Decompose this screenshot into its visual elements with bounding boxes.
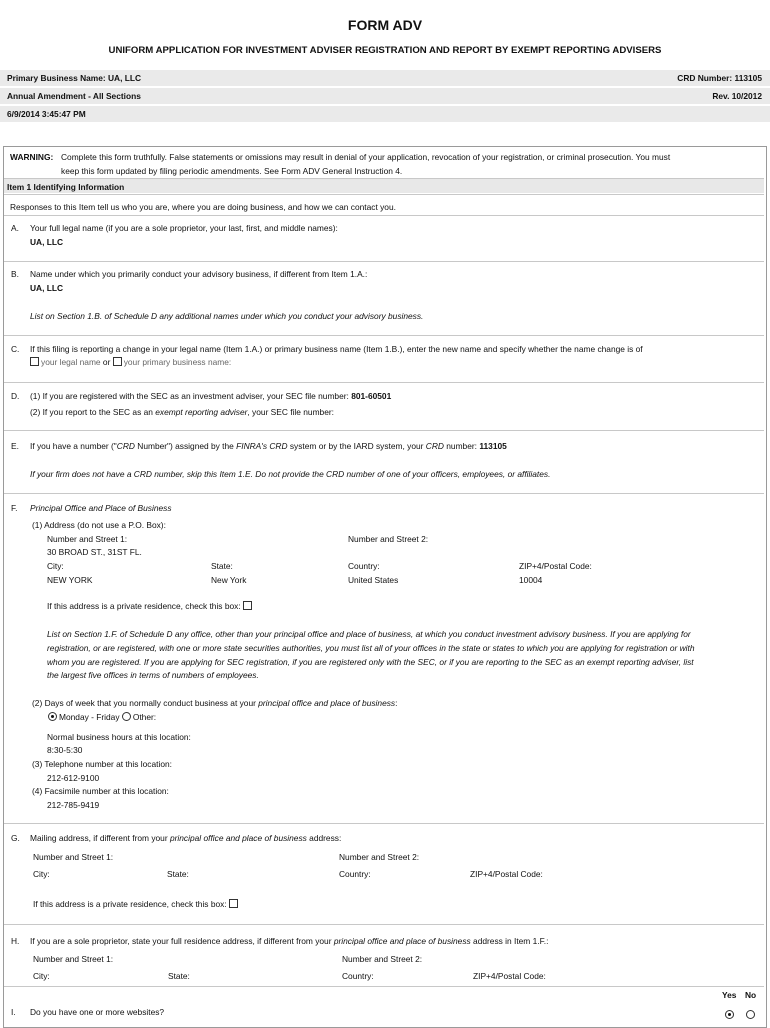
g-state-label: State:	[167, 869, 189, 879]
websites-no-radio-wrap	[746, 1010, 757, 1020]
g-street1-label: Number and Street 1:	[33, 852, 114, 862]
sec-file-number: 801-60501	[351, 391, 392, 401]
f-street2-label: Number and Street 2:	[348, 534, 429, 544]
f-private-residence-label: If this address is a private residence, check this box:	[47, 601, 241, 611]
item-i-letter: I.	[11, 1007, 16, 1017]
item-c-options	[30, 357, 231, 367]
item-h-letter: H.	[11, 936, 20, 946]
business-name-change-label: your primary business name:	[123, 357, 232, 367]
exempt-question-c: , your SEC file number:	[247, 407, 334, 417]
g-text-c: address:	[309, 833, 342, 843]
item-d-letter: D.	[11, 391, 20, 401]
legal-name-value: UA, LLC	[30, 237, 64, 247]
monday-friday-radio[interactable]	[48, 712, 57, 721]
h-state-label: State:	[168, 971, 190, 981]
f-note-line4: the largest five offices in terms of numbers of employees.	[47, 670, 259, 680]
legal-name-change-label: your legal name	[41, 357, 101, 367]
h-text-b: principal office and place of business	[333, 936, 471, 946]
f-note-line3: whom you are registered. If you are applying for SEC registration, if you are registered only with the SEC, or if you are reporting to the SEC as an exempt reporting adviser, list	[47, 657, 694, 667]
item-a-letter: A.	[11, 223, 19, 233]
h-text-a: If you are a sole proprietor, state your full residence address, if different from your	[30, 936, 332, 946]
item-d-line1	[30, 391, 391, 401]
item-e-note: If your firm does not have a CRD number, skip this Item 1.E. Do not provide the CRD number of one of your officers, employees, or affiliates.	[30, 469, 551, 479]
g-zip-label: ZIP+4/Postal Code:	[470, 869, 543, 879]
f-country-value: United States	[348, 575, 399, 585]
h-street2-label: Number and Street 2:	[342, 954, 423, 964]
websites-no-radio[interactable]	[746, 1010, 755, 1019]
e-text-4: FINRA's CRD	[236, 441, 288, 451]
item-d-line2	[30, 407, 334, 417]
days-text-c: :	[395, 698, 398, 708]
e-text-1: If you have a number ("	[30, 441, 117, 451]
divider	[4, 335, 764, 336]
warning-label: WARNING:	[10, 152, 54, 162]
address-label: (1) Address (do not use a P.O. Box):	[32, 520, 166, 530]
g-private-residence	[33, 899, 240, 909]
yes-header: Yes	[722, 990, 737, 1000]
f-state-value: New York	[211, 575, 247, 585]
header-band-1	[0, 70, 770, 86]
divider	[4, 823, 764, 824]
f-private-residence-checkbox[interactable]	[243, 601, 252, 610]
h-street1-label: Number and Street 1:	[33, 954, 114, 964]
f-street1-value: 30 BROAD ST., 31ST FL.	[47, 547, 142, 557]
divider	[4, 430, 764, 431]
divider	[4, 924, 764, 925]
crd-number: CRD Number: 113105	[677, 73, 762, 83]
item-b-question: Name under which you primarily conduct your advisory business, if different from Item 1.A.:	[30, 269, 368, 279]
item1-intro: Responses to this Item tell us who you are, where you are doing business, and how we can contact you.	[10, 202, 396, 212]
g-street2-label: Number and Street 2:	[339, 852, 420, 862]
exempt-question-b: exempt reporting adviser	[155, 407, 248, 417]
f-note-line1: List on Section 1.F. of Schedule D any office, other than your principal office and place of business, at which you conduct investment advisory business. If you are applying for	[47, 629, 691, 639]
fax-label: (4) Facsimile number at this location:	[32, 786, 169, 796]
business-name-change-checkbox[interactable]	[113, 357, 122, 366]
hours-value: 8:30-5:30	[47, 745, 83, 755]
item-c-letter: C.	[11, 344, 20, 354]
days-text-b: principal office and place of business	[258, 698, 396, 708]
divider	[4, 493, 764, 494]
f-street1-label: Number and Street 1:	[47, 534, 128, 544]
item-g-question	[30, 833, 341, 843]
days-options	[48, 712, 156, 722]
e-text-7: number:	[443, 441, 477, 451]
fax-value: 212-785-9419	[47, 800, 100, 810]
monday-friday-label: Monday - Friday	[59, 712, 120, 722]
f-private-residence	[47, 601, 254, 611]
item-b-letter: B.	[11, 269, 19, 279]
f-country-label: Country:	[348, 561, 380, 571]
item1-heading: Item 1 Identifying Information	[7, 182, 125, 192]
phone-label: (3) Telephone number at this location:	[32, 759, 172, 769]
item-f-letter: F.	[11, 503, 18, 513]
item-e-letter: E.	[11, 441, 19, 451]
days-question	[32, 698, 397, 708]
hours-label: Normal business hours at this location:	[47, 732, 191, 742]
phone-value: 212-612-9100	[47, 773, 100, 783]
g-private-residence-checkbox[interactable]	[229, 899, 238, 908]
warning-text-line2: keep this form updated by filing periodic amendments. See Form ADV General Instruction 4.	[61, 166, 403, 176]
item-b-note: List on Section 1.B. of Schedule D any additional names under which you conduct your advisory business.	[30, 311, 424, 321]
h-city-label: City:	[33, 971, 50, 981]
crd-number-value: 113105	[479, 441, 507, 451]
g-text-b: principal office and place of business	[169, 833, 307, 843]
websites-yes-radio[interactable]	[725, 1010, 734, 1019]
h-country-label: Country:	[342, 971, 374, 981]
timestamp: 6/9/2014 3:45:47 PM	[7, 109, 86, 119]
f-zip-value: 10004	[519, 575, 543, 585]
e-text-3: Number") assigned by the	[134, 441, 237, 451]
item-h-question	[30, 936, 548, 946]
f-city-value: NEW YORK	[47, 575, 93, 585]
divider	[4, 382, 764, 383]
websites-yes-radio-wrap	[725, 1010, 736, 1020]
divider	[4, 215, 764, 216]
g-city-label: City:	[33, 869, 50, 879]
e-text-2: CRD	[116, 441, 135, 451]
f-zip-label: ZIP+4/Postal Code:	[519, 561, 592, 571]
item-g-letter: G.	[11, 833, 20, 843]
e-text-6: CRD	[425, 441, 444, 451]
or-text: or	[102, 357, 111, 367]
g-private-residence-label: If this address is a private residence, check this box:	[33, 899, 227, 909]
business-name-value: UA, LLC	[30, 283, 64, 293]
form-title: FORM ADV	[347, 17, 423, 33]
form-subtitle: UNIFORM APPLICATION FOR INVESTMENT ADVISER REGISTRATION AND REPORT BY EXEMPT REPORTING ADVISERS	[108, 45, 662, 56]
f-city-label: City:	[47, 561, 64, 571]
f-state-label: State:	[211, 561, 233, 571]
item-a-question: Your full legal name (if you are a sole proprietor, your last, first, and middle names):	[30, 223, 338, 233]
header-band-3	[0, 106, 770, 122]
item-i-question: Do you have one or more websites?	[30, 1007, 165, 1017]
item-c-question: If this filing is reporting a change in your legal name (Item 1.A.) or primary business name (Item 1.B.), enter the new name and specify whether the name change is of	[30, 344, 643, 354]
days-text-a: (2) Days of week that you normally conduct business at your	[32, 698, 256, 708]
primary-business-name: Primary Business Name: UA, LLC	[7, 73, 142, 83]
warning-text-line1: Complete this form truthfully. False statements or omissions may result in denial of your application, revocation of your registration, or criminal prosecution. You must	[61, 152, 671, 162]
amendment-type: Annual Amendment - All Sections	[7, 91, 141, 101]
e-text-5: system or by the IARD system, your	[287, 441, 426, 451]
h-zip-label: ZIP+4/Postal Code:	[473, 971, 546, 981]
divider	[4, 986, 764, 987]
g-country-label: Country:	[339, 869, 371, 879]
legal-name-change-checkbox[interactable]	[30, 357, 39, 366]
item-e-question	[30, 441, 507, 451]
form-revision: Rev. 10/2012	[712, 91, 762, 101]
no-header: No	[745, 990, 757, 1000]
divider	[4, 194, 764, 195]
exempt-question-a: (2) If you report to the SEC as an	[30, 407, 153, 417]
item-f-heading: Principal Office and Place of Business	[30, 503, 172, 513]
header-band-2	[0, 88, 770, 104]
divider	[4, 261, 764, 262]
other-days-label: Other:	[132, 712, 157, 722]
other-days-radio[interactable]	[122, 712, 131, 721]
f-note-line2: registration, or are registered, with one or more state securities authorities, you must list all of your offices in the state or states to which you are applying for registration or with	[47, 643, 695, 653]
h-text-c: address in Item 1.F.:	[473, 936, 549, 946]
g-text-a: Mailing address, if different from your	[30, 833, 168, 843]
sec-file-question: (1) If you are registered with the SEC as an investment adviser, your SEC file number:	[30, 391, 349, 401]
